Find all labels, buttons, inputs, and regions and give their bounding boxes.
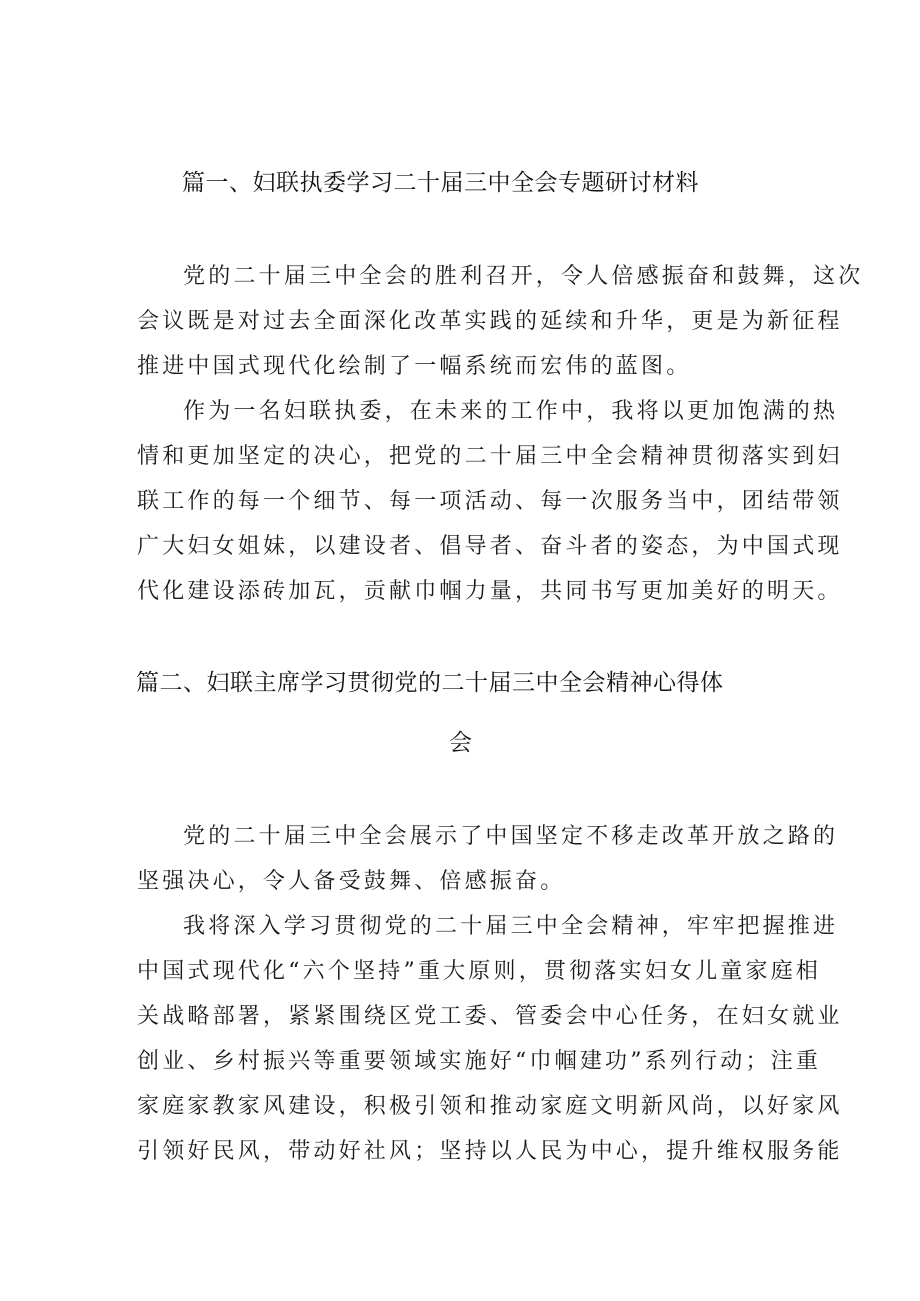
paragraph-line: 广大妇女姐妹，以建设者、倡导者、奋斗者的姿态，为中国式现 (137, 534, 843, 559)
paragraph-line: 代化建设添砖加瓦，贡献巾帼力量，共同书写更加美好的明天。 (137, 579, 843, 604)
paragraph-line: 关战略部署，紧紧围绕区党工委、管委会中心任务，在妇女就业 (137, 1004, 843, 1029)
paragraph-line: 引领好民风，带动好社风；坚持以人民为中心，提升维权服务能 (137, 1139, 843, 1164)
paragraph-line: 家庭家教家风建设，积极引领和推动家庭文明新风尚，以好家风 (137, 1094, 843, 1119)
paragraph-line: 我将深入学习贯彻党的二十届三中全会精神，牢牢把握推进 (183, 914, 839, 939)
paragraph-line: 推进中国式现代化绘制了一幅系统而宏伟的蓝图。 (137, 354, 692, 379)
section-two-title: 篇二、妇联主席学习贯彻党的二十届三中全会精神心得体 (136, 670, 724, 696)
paragraph-line: 创业、乡村振兴等重要领域实施好“巾帼建功”系列行动；注重 (137, 1049, 822, 1074)
paragraph-line: 党的二十届三中全会的胜利召开，令人倍感振奋和鼓舞，这次 (183, 264, 864, 289)
paragraph-line: 情和更加坚定的决心，把党的二十届三中全会精神贯彻落实到妇 (137, 444, 843, 469)
paragraph-line: 坚强决心，令人备受鼓舞、倍感振奋。 (137, 869, 566, 894)
paragraph-line: 会议既是对过去全面深化改革实践的延续和升华，更是为新征程 (137, 309, 843, 334)
section-two-title-continued: 会 (449, 730, 473, 756)
paragraph-line: 党的二十届三中全会展示了中国坚定不移走改革开放之路的 (183, 824, 839, 849)
paragraph-line: 联工作的每一个细节、每一项活动、每一次服务当中，团结带领 (137, 489, 843, 514)
section-one-title: 篇一、妇联执委学习二十届三中全会专题研讨材料 (182, 170, 699, 196)
paragraph-line: 中国式现代化“六个坚持”重大原则，贯彻落实妇女儿童家庭相 (137, 959, 822, 984)
paragraph-line: 作为一名妇联执委，在未来的工作中，我将以更加饱满的热 (183, 399, 839, 424)
